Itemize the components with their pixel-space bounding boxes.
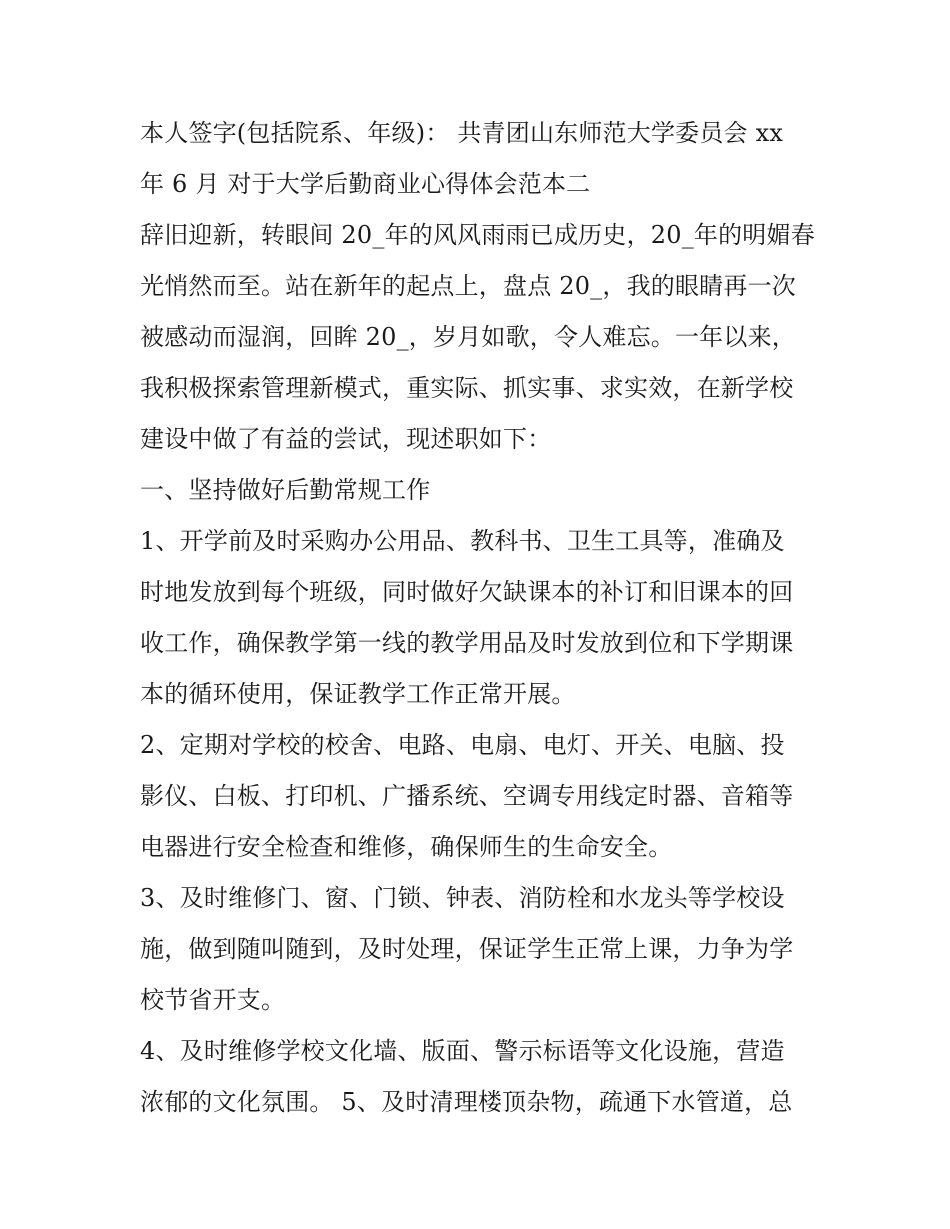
document-body bbox=[140, 108, 820, 1128]
text-line: 浓郁的文化氛围。 5、及时清理楼顶杂物，疏通下水管道，总 bbox=[140, 1088, 793, 1116]
text-line: 2、定期对学校的校舍、电路、电扇、电灯、开关、电脑、投 bbox=[140, 731, 785, 759]
text-line: 光悄然而至。站在新年的起点上，盘点 20_，我的眼睛再一次 bbox=[140, 272, 796, 300]
text-line: 电器进行安全检查和维修，确保师生的生命安全。 bbox=[140, 833, 673, 861]
text-line: 1、开学前及时采购办公用品、教科书、卫生工具等，准确及 bbox=[140, 527, 785, 555]
text-line: 我积极探索管理新模式，重实际、抓实事、求实效，在新学校 bbox=[140, 374, 794, 402]
text-line: 4、及时维修学校文化墙、版面、警示标语等文化设施，营造 bbox=[140, 1037, 785, 1065]
text-line: 3、及时维修门、窗、门锁、钟表、消防栓和水龙头等学校设 bbox=[140, 884, 785, 912]
text-line: 影仪、白板、打印机、广播系统、空调专用线定时器、音箱等 bbox=[140, 782, 794, 810]
text-line: 校节省开支。 bbox=[140, 986, 286, 1014]
section-heading: 一、坚持做好后勤常规工作 bbox=[140, 476, 431, 504]
text-line: 年 6 月 对于大学后勤商业心得体会范本二 bbox=[140, 170, 591, 198]
text-line: 本的循环使用，保证教学工作正常开展。 bbox=[140, 680, 576, 708]
text-line: 施，做到随叫随到，及时处理，保证学生正常上课，力争为学 bbox=[140, 935, 794, 963]
text-line: 辞旧迎新，转眼间 20_年的风风雨雨已成历史，20_年的明媚春 bbox=[140, 221, 815, 249]
text-line: 本人签字(包括院系、年级)： 共青团山东师范大学委员会 xx bbox=[140, 119, 784, 147]
text-line: 被感动而湿润，回眸 20_，岁月如歌，令人难忘。一年以来， bbox=[140, 323, 796, 351]
text-line: 收工作，确保教学第一线的教学用品及时发放到位和下学期课 bbox=[140, 629, 794, 657]
text-line: 建设中做了有益的尝试，现述职如下： bbox=[140, 425, 552, 453]
text-line: 时地发放到每个班级，同时做好欠缺课本的补订和旧课本的回 bbox=[140, 578, 794, 606]
